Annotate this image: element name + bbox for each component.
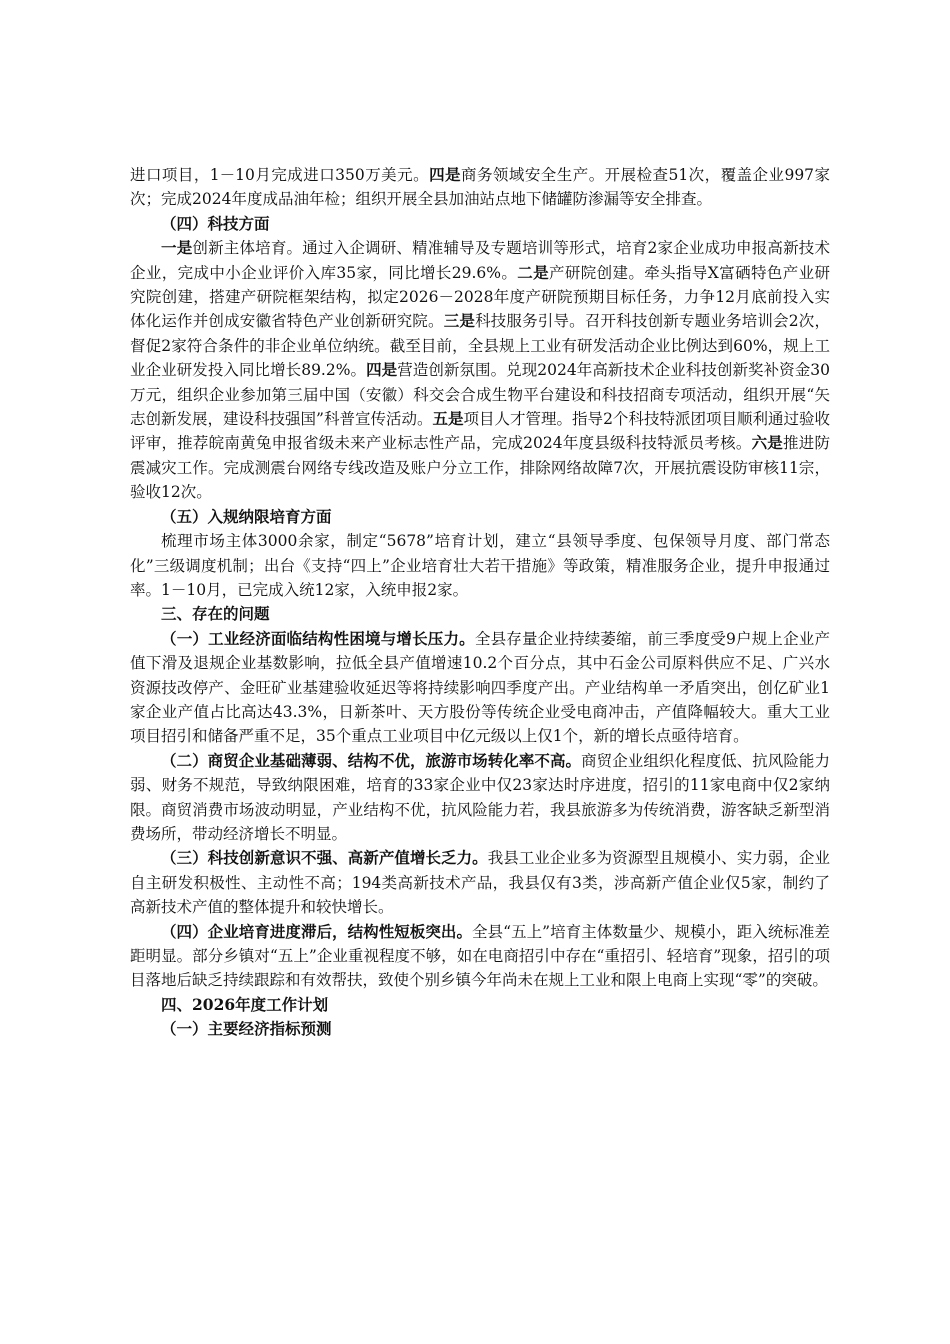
paragraph-problem-4 bbox=[130, 920, 830, 993]
paragraph-text: 进口项目，1－10月完成进口350万美元。 bbox=[130, 166, 430, 184]
paragraph-text: 我县工业企业多为资源型且规模小、实力弱，企业自主研发积极性、主动性不高；194类高新技术产品，我县仅有3类，涉高新产值企业仅5家，制约了高新技术产值的整体提升和较快增长。 bbox=[130, 849, 830, 917]
paragraph-text: 产研院创建。牵头指导X富硒特色产业研究院创建，搭建产研院框架结构，拟定2026－2028年度产研院预期目标任务，力争12月底前投入实体化运作并创成安徽省特色产业创新研究院。 bbox=[130, 263, 830, 331]
paragraph-scale: 梳理市场主体3000余家，制定“5678”培育计划，建立“县领导季度、包保领导月度、部门常态化”三级调度机制；出台《支持“四上”企业培育壮大若干措施》等政策，精准服务企业，提升申报通过率。1－10月，已完成入统12家，入统申报2家。 bbox=[130, 532, 830, 599]
bold-lead: 六是 bbox=[751, 433, 784, 453]
bold-lead: 二是 bbox=[517, 262, 550, 282]
bold-lead: （三）科技创新意识不强、高新产值增长乏力。 bbox=[161, 848, 488, 868]
paragraph-text: 推进防震减灾工作。完成测震台网络专线改造及账户分立工作，排除网络故障7次，开展抗震设防审核11宗，验收12次。 bbox=[130, 434, 830, 502]
paragraph-problem-3 bbox=[130, 846, 830, 919]
paragraph-tech bbox=[130, 236, 830, 504]
bold-lead: 一是 bbox=[161, 238, 193, 258]
chapter-heading-plan: 四、2026年度工作计划 bbox=[161, 994, 329, 1014]
paragraph-text: 全县存量企业持续萎缩，前三季度受9户规上企业产值下滑及退规企业基数影响，拉低全县产值增速10.2个百分点，其中石金公司原料供应不足、广兴水资源技改停产、金旺矿业基建验收延迟等将持续影响四季度产出。产业结构单一矛盾突出，创亿矿业1家企业产值占比高达43.3%，日新茶叶、天方股份等传统企业受电商冲击，产值降幅较大。重大工业项目招引和储备严重不足，35个重点工业项目中亿元级以上仅1个，新的增长点亟待培育。 bbox=[130, 629, 830, 746]
section-heading-tech: （四）科技方面 bbox=[161, 213, 270, 233]
bold-lead: （四）企业培育进度滞后，结构性短板突出。 bbox=[161, 921, 472, 941]
paragraph-text: 商务领域安全生产。开展检查51次，覆盖企业997家次；完成2024年度成品油年检；组织开展全县加油站点地下储罐防渗漏等安全排查。 bbox=[130, 166, 831, 209]
bold-lead: 四是 bbox=[429, 165, 461, 184]
bold-lead: （二）商贸企业基础薄弱、结构不优，旅游市场转化率不高。 bbox=[161, 750, 582, 770]
chapter-heading-problems: 三、存在的问题 bbox=[161, 604, 270, 624]
paragraph-text: 全县“五上”培育主体数量少、规模小，距入统标准差距明显。部分乡镇对“五上”企业重视程度不够，如在电商招引中存在“重招引、轻培育”现象，招引的项目落地后缺乏持续跟踪和有效帮扶，致使个别乡镇今年尚未在规上工业和限上电商上实现“零”的突破。 bbox=[130, 922, 830, 990]
paragraph-text: 商贸企业组织化程度低、抗风险能力弱、财务不规范，导致纳限困难，培育的33家企业中仅23家达时序进度，招引的11家电商中仅2家纳限。商贸消费市场波动明显，产业结构不优，抗风险能力若，我县旅游多为传统消费，游客缺乏新型消费场所，带动经济增长不明显。 bbox=[130, 751, 830, 843]
document-page bbox=[130, 163, 830, 1042]
bold-lead: 三是 bbox=[443, 311, 476, 331]
paragraph-text: 营造创新氛围。兑现2024年高新技术企业科技创新奖补资金30万元，组织企业参加第三届中国（安徽）科交会合成生物平台建设和科技招商专项活动，组织开展“矢志创新发展，建设科技强国”科普宣传活动。 bbox=[130, 361, 830, 429]
section-heading-forecast: （一）主要经济指标预测 bbox=[161, 1019, 332, 1039]
paragraph-commerce-tail bbox=[130, 163, 830, 212]
paragraph-problem-1 bbox=[130, 627, 830, 749]
paragraph-text: 项目人才管理。指导2个科技特派团项目顺利通过验收评审，推荐皖南黄兔申报省级未来产业标志性产品，完成2024年度县级科技特派员考核。 bbox=[130, 410, 830, 453]
paragraph-problem-2 bbox=[130, 749, 830, 847]
paragraph-text: 创新主体培育。通过入企调研、精准辅导及专题培训等形式，培育2家企业成功申报高新技术企业，完成中小企业评价入库35家，同比增长29.6%。 bbox=[130, 239, 830, 282]
bold-lead: 五是 bbox=[432, 409, 464, 429]
bold-lead: （一）工业经济面临结构性困境与增长压力。 bbox=[161, 628, 475, 648]
bold-lead: 四是 bbox=[366, 360, 398, 380]
paragraph-text: 科技服务引导。召开科技创新专题业务培训会2次，督促2家符合条件的非企业单位纳统。截至目前，全县规上工业有研发活动企业比例达到60%，规上工业企业研发投入同比增长89.2%。 bbox=[130, 312, 830, 380]
section-heading-scale: （五）入规纳限培育方面 bbox=[161, 506, 332, 526]
